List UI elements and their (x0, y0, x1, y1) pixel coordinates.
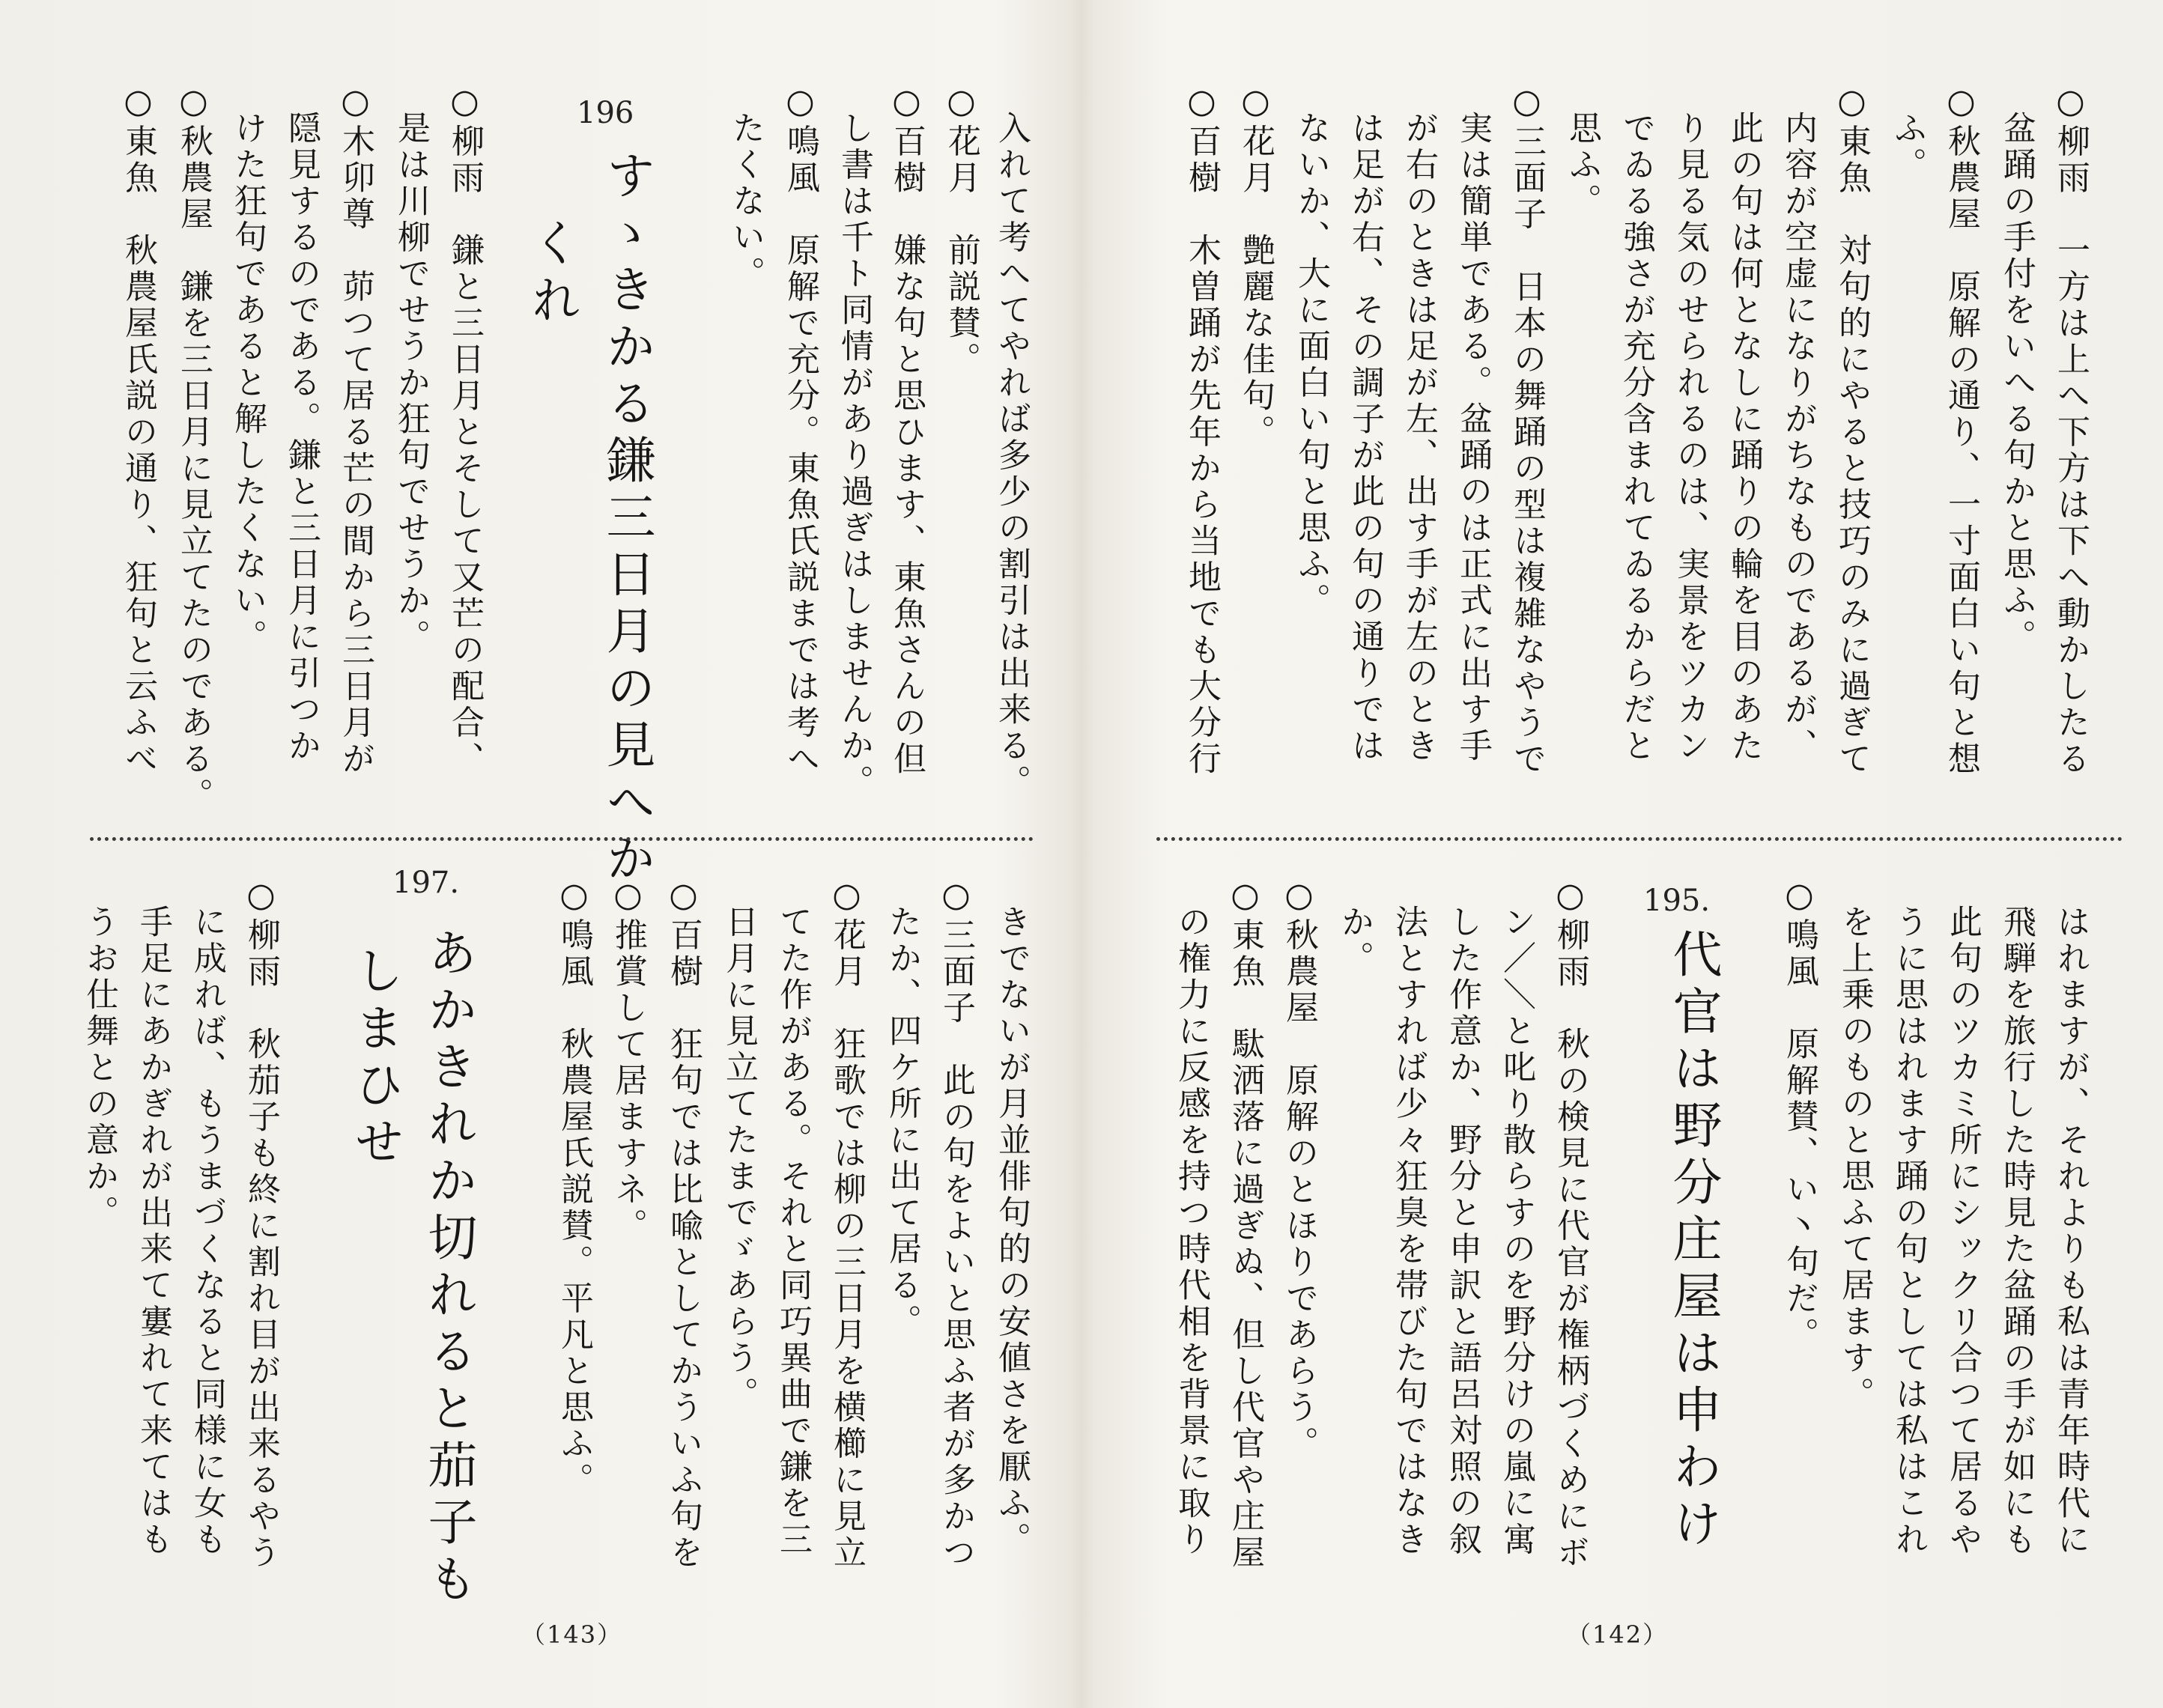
verse-line: しまひせ (346, 945, 404, 1173)
text-column: ○三面子 此の句をよいと思ふ者が多かつ (937, 876, 975, 1572)
text-column: した作意か、野分と申訳と語呂対照の叙 (1443, 905, 1481, 1558)
text-column: ○東魚 駄洒落に過ぎぬ、但し代官や庄屋 (1226, 876, 1264, 1572)
text-column: ○柳雨 鎌と三日月とそして又芒の配合、 (446, 82, 484, 778)
text-column: ○花月 狂歌では柳の三日月を横櫛に見立 (828, 876, 866, 1572)
text-column: ○柳雨 一方は上へ下方は下へ動かしたる (2051, 82, 2090, 778)
verse-line: すゝきかる鎌三日月の見へか (598, 150, 655, 890)
text-column: たか、四ケ所に出て居る。 (883, 905, 921, 1340)
verse-line: 代官は野分庄屋は申わけ (1664, 929, 1722, 1554)
text-column: 此句のツカミ所にシックリ合つて居るや (1944, 905, 1982, 1558)
text-column: 盆踊の手付をいへる句かと思ふ。 (1997, 111, 2036, 656)
text-column: ○百樹 狂句では比喩としてかういふ句を (664, 876, 703, 1572)
text-column: に成れば、もうまづくなると同様に女も (188, 905, 226, 1558)
verse-line: くれ (523, 217, 580, 331)
text-column: 実は簡単である。盆踊のは正式に出す手 (1454, 111, 1492, 765)
text-column: 飛騨を旅行した時見た盆踊の手が如にも (1997, 905, 2036, 1558)
text-column: たくない。 (726, 111, 765, 293)
text-column: ○秋農屋 鎌を三日月に見立てたのである。 (175, 82, 213, 814)
text-column: 是は川柳でせうか狂句でせうか。 (392, 111, 430, 656)
text-column: てた作がある。それと同巧異曲で鎌を三 (774, 905, 812, 1558)
text-column: ○秋農屋 原解のとほりであらう。 (1280, 876, 1318, 1462)
text-column: ○花月 艶麗な佳句。 (1237, 82, 1275, 451)
text-column: ○鳴風 原解賛、い丶句だ。 (1780, 876, 1818, 1354)
text-column: ○三面子 日本の舞踊の型は複雑なやうで (1508, 82, 1546, 778)
text-column: でゐる強さが充分含まれてゐるからだと (1617, 111, 1655, 765)
text-column: ○鳴風 原解で充分。東魚氏説までは考へ (781, 82, 819, 778)
text-column: は足が右、その調子が此の句の通りでは (1346, 111, 1384, 765)
text-column: 思ふ。 (1563, 111, 1601, 220)
text-column: 此の句は何となしに踊りの輪を目のあた (1725, 111, 1763, 765)
verse-line: あかきれか切れると茄子も (419, 927, 477, 1610)
text-column: し書は千ト同情があり過ぎはしませんか。 (835, 111, 873, 801)
text-column: か。 (1335, 905, 1374, 977)
text-column: ○花月 前説賛。 (942, 82, 980, 378)
text-column: ○鳴風 秋農屋氏説賛。平凡と思ふ。 (555, 876, 593, 1499)
text-column: ○百樹 嫌な句と思ひます、東魚さんの但 (888, 82, 926, 778)
text-column: ないか、大に面白い句と思ふ。 (1292, 111, 1330, 619)
text-column: ン／＼と叱り散らすのを野分けの嵐に寓 (1497, 905, 1535, 1558)
entry-number-195: 195. (1643, 884, 1711, 918)
entry-number-196: 196 (577, 96, 634, 130)
text-column: ○東魚 秋農屋氏説の通り、狂句と云ふべ (119, 82, 157, 778)
text-column: 内容が空虚になりがちなものであるが、 (1779, 111, 1817, 765)
text-column: はれますが、それよりも私は青年時代に (2051, 905, 2090, 1558)
section-divider (90, 837, 1034, 841)
text-column: ○柳雨 秋の検見に代官が権柄づくめにボ (1551, 876, 1589, 1572)
text-column: うに思はれます踊の句としては私はこれ (1890, 905, 1928, 1558)
text-column: が右のときは足が左、出す手が左のとき (1400, 111, 1438, 765)
text-column: ○百樹 木曽踊が先年から当地でも大分行 (1183, 82, 1221, 778)
right-page (1082, 0, 2163, 1708)
text-column: 法とすれば少々狂臭を帯びた句ではなき (1389, 905, 1428, 1558)
text-column: 隠見するのである。鎌と三日月に引つか (282, 111, 321, 765)
text-column: を上乗のものと思ふて居ます。 (1836, 905, 1874, 1413)
text-column: ○秋農屋 原解の通り、一寸面白い句と想 (1942, 82, 1980, 778)
section-divider (1156, 837, 2123, 841)
text-column: 入れて考へてやれば多少の割引は出来る。 (992, 111, 1031, 801)
text-column: ○柳雨 秋茄子も終に割れ目が出来るやう (242, 876, 280, 1572)
text-column: 日月に見立てたまでゞあらう。 (720, 905, 758, 1413)
text-column: り見る気のせられるのは、実景をツカン (1671, 111, 1709, 765)
entry-number-197: 197. (392, 866, 460, 900)
text-column: ○木卯尊 茆つて居る芒の間から三日月が (336, 82, 374, 778)
text-column: うお仕舞との意か。 (80, 905, 118, 1232)
page-number: （143） (521, 1620, 623, 1649)
text-column: ○推賞して居ますネ。 (609, 876, 647, 1244)
page-number: （142） (1567, 1620, 1669, 1649)
text-column: けた狂句であると解したくない。 (228, 111, 267, 656)
text-column: きでないが月並俳句的の安値さを厭ふ。 (992, 905, 1031, 1558)
text-column: の権力に反感を持つ時代相を背景に取り (1172, 905, 1210, 1558)
text-column: ○東魚 対句的にやると技巧のみに過ぎて (1833, 82, 1871, 778)
text-column: ふ。 (1888, 111, 1926, 183)
text-column: 手足にあかぎれが出来て寠れて来てはも (134, 905, 172, 1558)
